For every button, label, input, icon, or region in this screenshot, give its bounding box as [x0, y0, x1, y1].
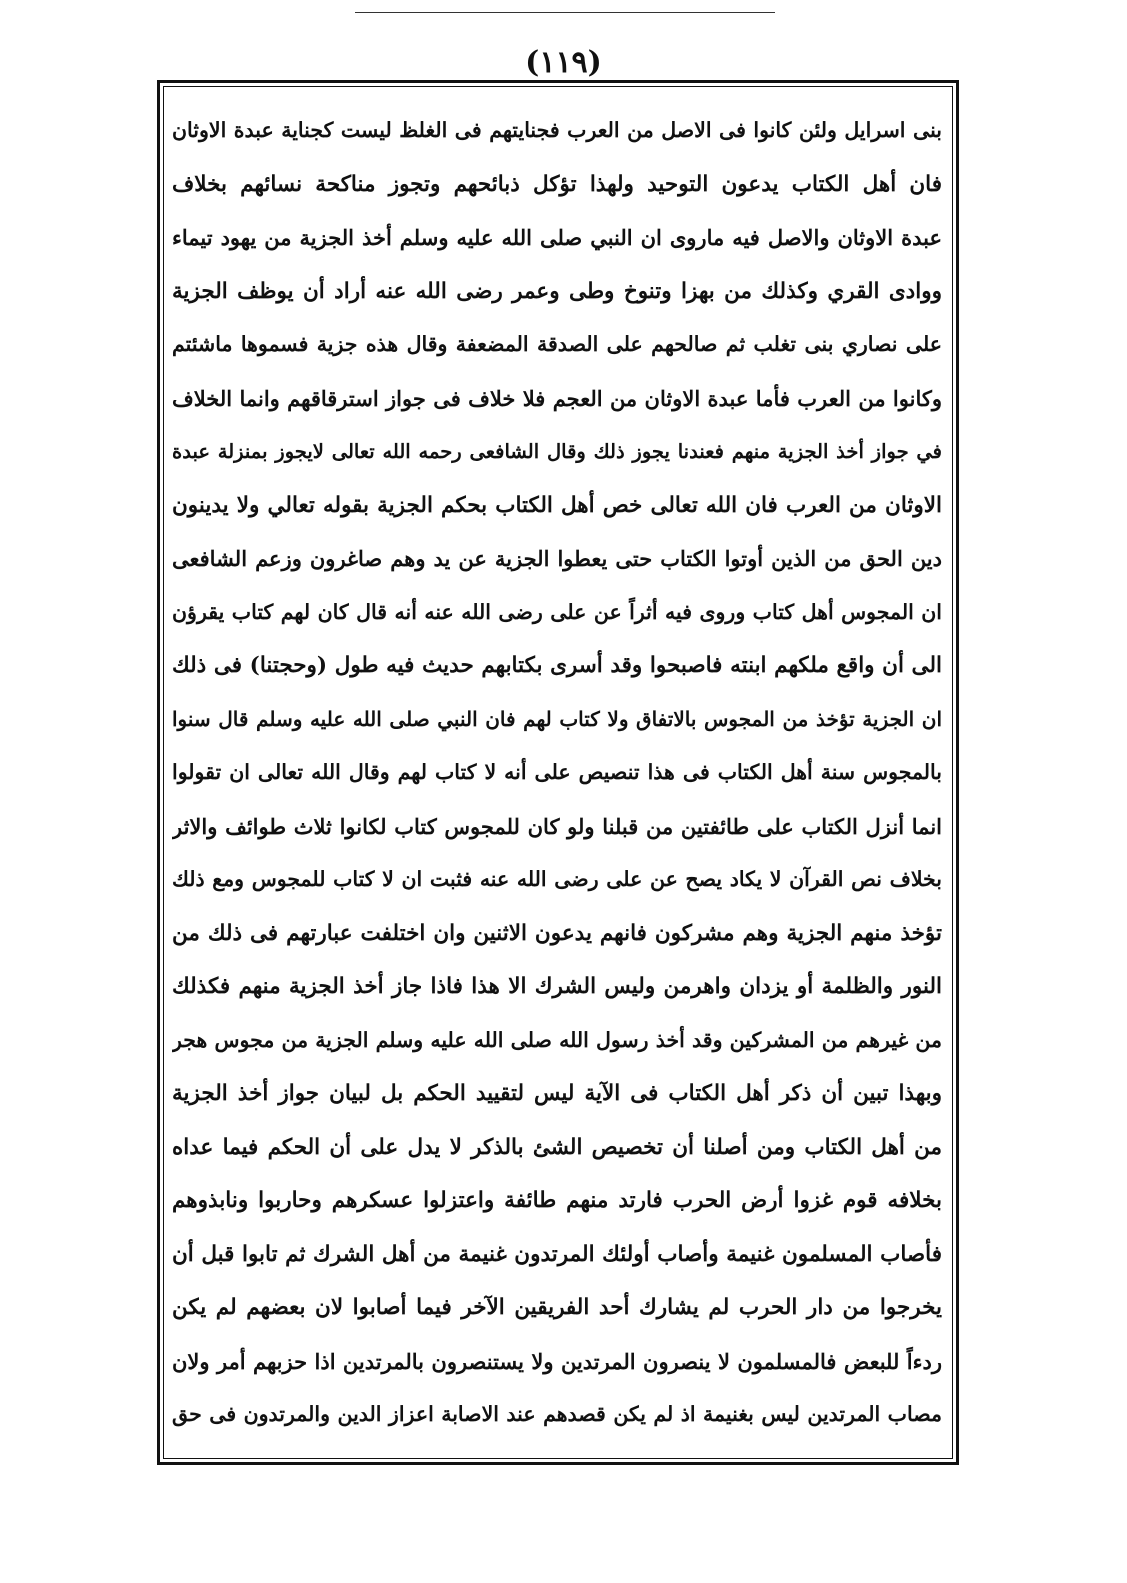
- text-line: الى أن واقع ملكهم ابنته فاصبحوا وقد أسرى بكتابهم حديث فيه طول (وحجتنا) فى ذلك: [172, 653, 942, 678]
- text-line: يخرجوا من دار الحرب لم يشارك أحد الفريقين الآخر فيما أصابوا لان بعضهم لم يكن: [172, 1295, 942, 1320]
- text-line: النور والظلمة أو يزدان واهرمن وليس الشرك الا هذا فاذا جاز أخذ الجزية منهم فكذلك: [172, 974, 942, 999]
- text-line: ردءاً للبعض فالمسلمون لا ينصرون المرتدين ولا يستنصرون بالمرتدين اذا حزبهم أمر ولان: [172, 1348, 942, 1374]
- top-rule: [355, 12, 775, 13]
- body-text: [172, 104, 942, 1444]
- text-line: وبهذا تبين أن ذكر أهل الكتاب فى الآية ليس لتقييد الحكم بل لبيان جواز أخذ الجزية: [172, 1081, 942, 1106]
- page-number: (١١٩): [525, 45, 602, 80]
- text-line: بخلاف نص القرآن لا يكاد يصح عن على رضى الله عنه فثبت ان لا كتاب للمجوس ومع ذلك: [172, 867, 942, 891]
- text-line: ووادى القري وكذلك من بهزا وتنوخ وطى وعمر رضى الله عنه أراد أن يوظف الجزية: [172, 278, 942, 304]
- text-line: عبدة الاوثان والاصل فيه ماروى ان النبي صلى الله عليه وسلم أخذ الجزية من يهود تيماء: [172, 225, 942, 250]
- text-line: فأصاب المسلمون غنيمة وأصاب أولئك المرتدون غنيمة من أهل الشرك ثم تابوا قبل أن: [172, 1241, 942, 1267]
- text-line: في جواز أخذ الجزية منهم فعندنا يجوز ذلك وقال الشافعى رحمه الله تعالى لايجوز بمنزلة عبدة: [172, 440, 942, 463]
- text-line: انما أنزل الكتاب على طائفتين من قبلنا ولو كان للمجوس كتاب لكانوا ثلاث طوائف والاثر: [172, 813, 942, 839]
- text-line: مصاب المرتدين ليس بغنيمة اذ لم يكن قصدهم عند الاصابة اعزاز الدين والمرتدون فى حق: [172, 1402, 942, 1426]
- text-line: على نصاري بنى تغلب ثم صالحهم على الصدقة المضعفة وقال هذه جزية فسموها ماشئتم: [172, 332, 942, 356]
- text-line: ان الجزية تؤخذ من المجوس بالاتفاق ولا كتاب لهم فان النبي صلى الله عليه وسلم قال سنوا: [172, 706, 942, 731]
- text-line: من غيرهم من المشركين وقد أخذ رسول الله صلى الله عليه وسلم الجزية من مجوس هجر: [172, 1027, 942, 1052]
- text-line: ان المجوس أهل كتاب وروى فيه أثراً عن على رضى الله عنه أنه قال كان لهم كتاب يقرؤن: [172, 599, 942, 624]
- text-line: من أهل الكتاب ومن أصلنا أن تخصيص الشئ بالذكر لا يدل على أن الحكم فيما عداه: [172, 1134, 942, 1160]
- text-line: تؤخذ منهم الجزية وهم مشركون فانهم يدعون الاثنين وان اختلفت عبارتهم فى ذلك من: [172, 920, 942, 946]
- text-line: فان أهل الكتاب يدعون التوحيد ولهذا تؤكل ذبائحهم وتجوز مناكحة نسائهم بخلاف: [172, 171, 942, 197]
- text-line: الاوثان من العرب فان الله تعالى خص أهل الكتاب بحكم الجزية بقوله تعالي ولا يدينون: [172, 492, 942, 518]
- text-line: وكانوا من العرب فأما عبدة الاوثان من العجم فلا خلاف فى جواز استرقاقهم وانما الخلاف: [172, 385, 942, 411]
- text-line: بالمجوس سنة أهل الكتاب فى هذا تنصيص على أنه لا كتاب لهم وقال الله تعالى ان تقولوا: [172, 760, 942, 784]
- text-line: دين الحق من الذين أوتوا الكتاب حتى يعطوا الجزية عن يد وهم صاغرون وزعم الشافعى: [172, 546, 942, 571]
- text-line: بنى اسرايل ولئن كانوا فى الاصل من العرب فجنايتهم فى الغلظ ليست كجناية عبدة الاوثان: [172, 118, 942, 142]
- text-line: بخلافه قوم غزوا أرض الحرب فارتد منهم طائفة واعتزلوا عسكرهم وحاربوا ونابذوهم: [172, 1188, 942, 1213]
